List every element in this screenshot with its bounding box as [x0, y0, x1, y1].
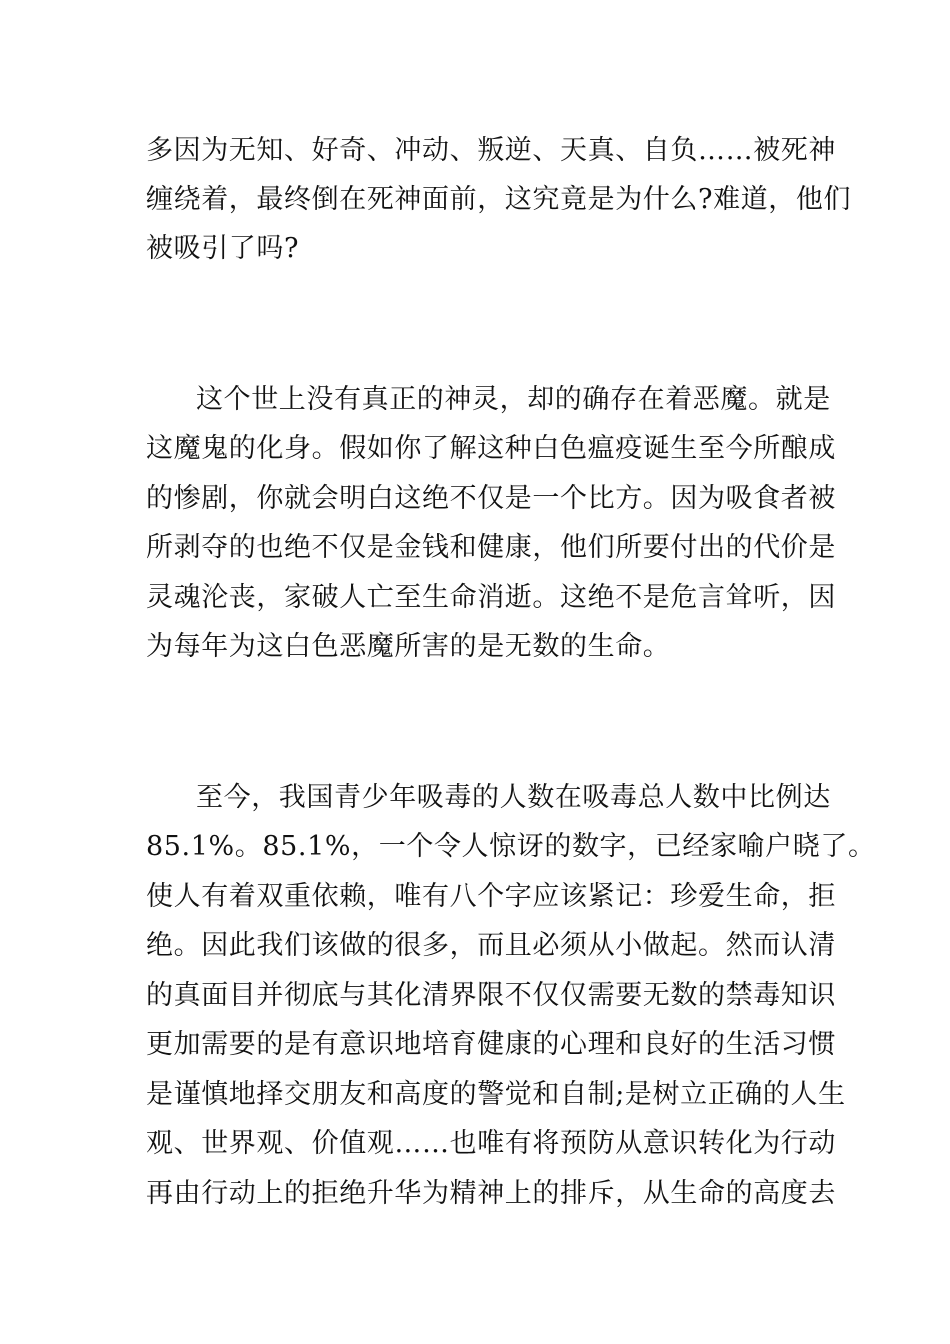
text-line: 被吸引了吗? — [146, 233, 300, 264]
text-line: 这个世上没有真正的神灵，却的确存在着恶魔。就是 — [196, 384, 831, 415]
text-line: 更加需要的是有意识地培育健康的心理和良好的生活习惯 — [146, 1029, 836, 1060]
text-line: 灵魂沦丧，家破人亡至生命消逝。这绝不是危言耸听，因 — [146, 582, 836, 613]
text-line: 多因为无知、好奇、冲动、叛逆、天真、自负……被死神 — [146, 135, 836, 166]
text-line: 这魔鬼的化身。假如你了解这种白色瘟疫诞生至今所酿成 — [146, 433, 836, 464]
text-line: 至今，我国青少年吸毒的人数在吸毒总人数中比例达 — [196, 782, 831, 813]
text-line: 的真面目并彻底与其化清界限不仅仅需要无数的禁毒知识 — [146, 980, 836, 1011]
text-line: 是谨慎地择交朋友和高度的警觉和自制;是树立正确的人生 — [146, 1079, 846, 1110]
text-line: 85.1%。85.1%，一个令人惊讶的数字，已经家喻户晓了。 — [146, 831, 876, 862]
text-line: 观、世界观、价值观……也唯有将预防从意识转化为行动 — [146, 1128, 836, 1159]
text-line: 所剥夺的也绝不仅是金钱和健康，他们所要付出的代价是 — [146, 532, 836, 563]
text-line: 再由行动上的拒绝升华为精神上的排斥，从生命的高度去 — [146, 1178, 836, 1209]
text-line: 的惨剧，你就会明白这绝不仅是一个比方。因为吸食者被 — [146, 483, 836, 514]
text-line: 使人有着双重依赖，唯有八个字应该紧记：珍爱生命，拒 — [146, 881, 836, 912]
text-line: 为每年为这白色恶魔所害的是无数的生命。 — [146, 631, 671, 662]
text-line: 缠绕着，最终倒在死神面前，这究竟是为什么?难道，他们 — [146, 184, 852, 215]
text-line: 绝。因此我们该做的很多，而且必须从小做起。然而认清 — [146, 930, 836, 961]
